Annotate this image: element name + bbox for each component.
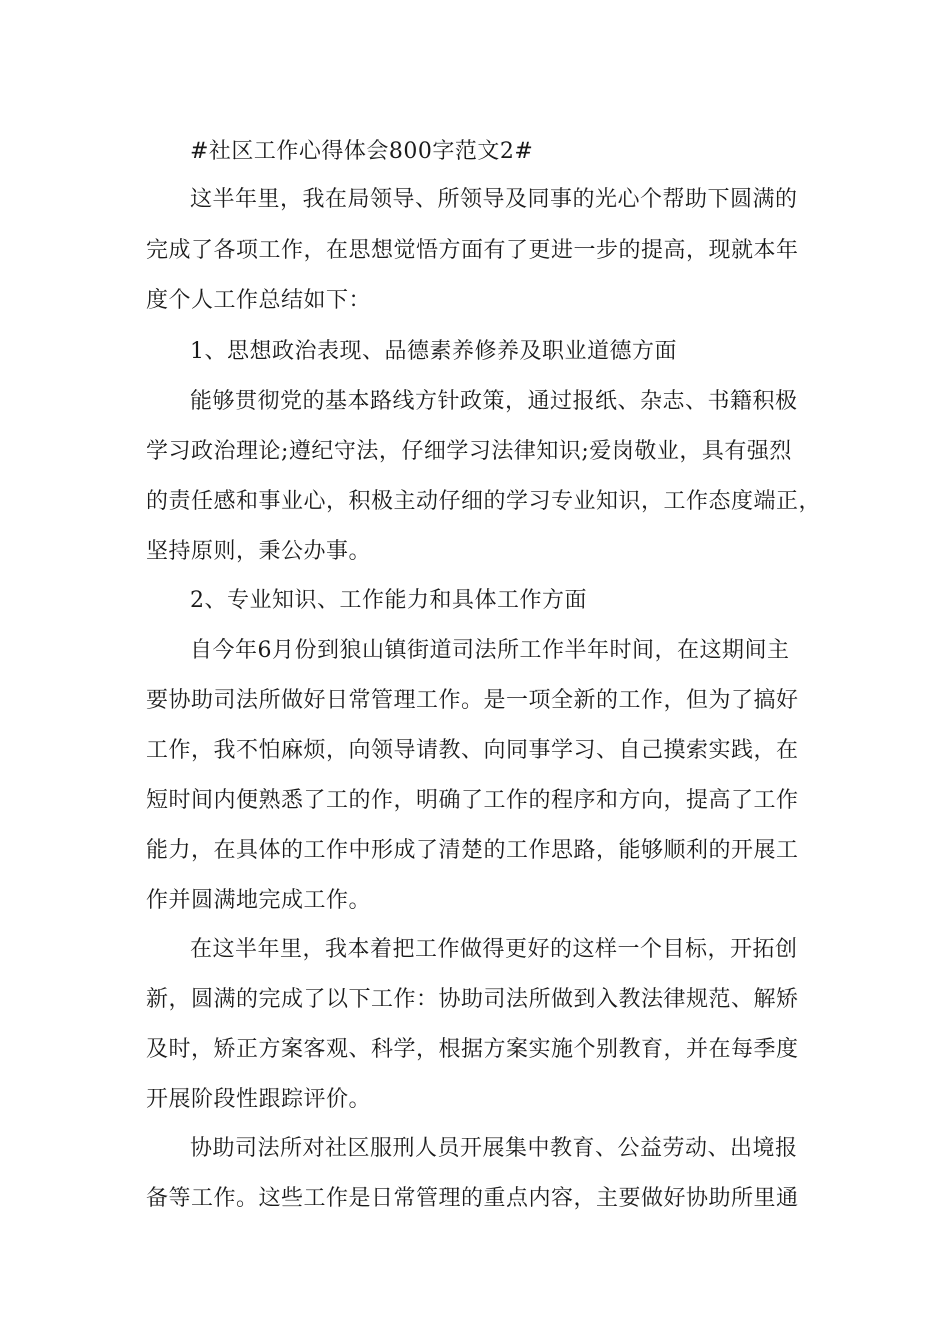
paragraph-3-line-6: 作并圆满地完成工作。 [146, 888, 372, 913]
paragraph-3-line-5: 能力，在具体的工作中形成了清楚的工作思路，能够顺利的开展工 [146, 838, 799, 863]
paragraph-3-line-3: 工作，我不怕麻烦，向领导请教、向同事学习、自己摸索实践，在 [146, 738, 799, 763]
paragraph-5-line-2: 备等工作。这些工作是日常管理的重点内容，主要做好协助所里通 [146, 1186, 799, 1211]
paragraph-4-line-2: 新，圆满的完成了以下工作：协助司法所做到入教法律规范、解矫 [146, 987, 799, 1012]
paragraph-3-line-4: 短时间内便熟悉了工的作，明确了工作的程序和方向，提高了工作 [146, 788, 799, 813]
section-heading-1: 1、思想政治表现、品德素养修养及职业道德方面 [190, 339, 677, 364]
paragraph-2-line-2: 学习政治理论;遵纪守法，仔细学习法律知识;爱岗敬业，具有强烈 [146, 439, 792, 464]
paragraph-4-line-4: 开展阶段性跟踪评价。 [146, 1087, 372, 1112]
paragraph-2-line-1: 能够贯彻党的基本路线方针政策，通过报纸、杂志、书籍积极 [190, 389, 798, 414]
paragraph-4-line-3: 及时，矫正方案客观、科学，根据方案实施个别教育，并在每季度 [146, 1037, 799, 1062]
paragraph-1-line-3: 度个人工作总结如下： [146, 288, 372, 313]
paragraph-2-line-3: 的责任感和事业心，积极主动仔细的学习专业知识，工作态度端正， [146, 489, 822, 514]
paragraph-3-line-1: 自今年6月份到狼山镇街道司法所工作半年时间，在这期间主 [190, 638, 790, 663]
section-heading-2: 2、专业知识、工作能力和具体工作方面 [190, 588, 587, 613]
paragraph-1-line-2: 完成了各项工作，在思想觉悟方面有了更进一步的提高，现就本年 [146, 238, 799, 263]
paragraph-3-line-2: 要协助司法所做好日常管理工作。是一项全新的工作，但为了搞好 [146, 688, 799, 713]
paragraph-5-line-1: 协助司法所对社区服刑人员开展集中教育、公益劳动、出境报 [190, 1136, 798, 1161]
paragraph-2-line-4: 坚持原则，秉公办事。 [146, 539, 372, 564]
paragraph-4-line-1: 在这半年里，我本着把工作做得更好的这样一个目标，开拓创 [190, 937, 798, 962]
paragraph-1-line-1: 这半年里，我在局领导、所领导及同事的光心个帮助下圆满的 [190, 187, 798, 212]
document-title: #社区工作心得体会800字范文2# [190, 139, 534, 164]
